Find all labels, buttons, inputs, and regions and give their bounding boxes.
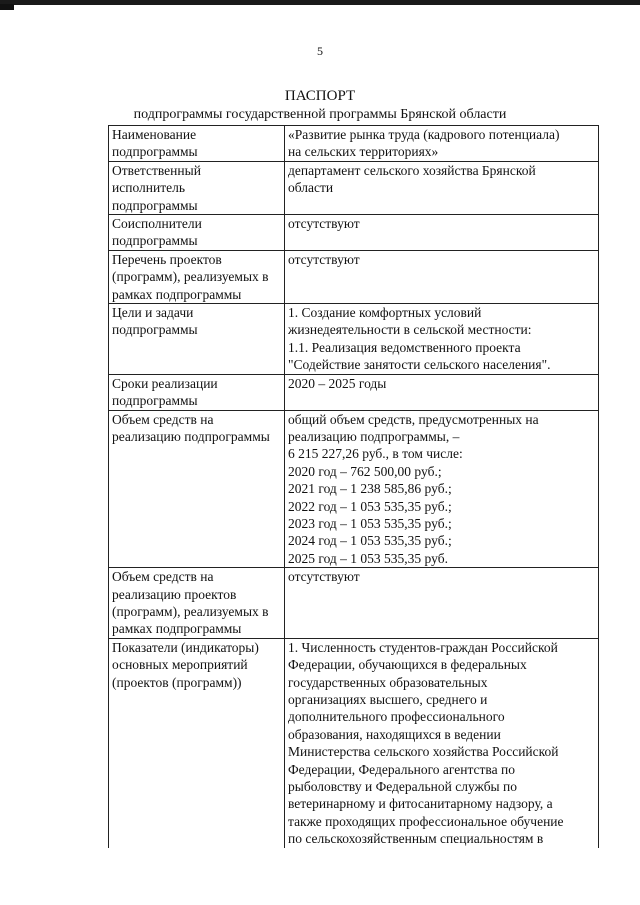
row-value: отсутствуют [285,215,599,251]
row-label: Показатели (индикаторы) основных мероприятий (проектов (программ)) [109,638,285,847]
row-value: «Развитие рынка труда (кадрового потенциала) на сельских территориях» [285,126,599,162]
table-row [109,126,599,162]
row-label: Сроки реализации подпрограммы [109,374,285,410]
row-value: департамент сельского хозяйства Брянской области [285,161,599,214]
table-row [109,410,599,568]
scan-edge-mark [0,4,14,10]
page-number: 5 [317,44,323,58]
row-value: отсутствуют [285,568,599,639]
document-subtitle: подпрограммы государственной программы Брянской области [133,107,507,122]
row-label: Соисполнители подпрограммы [109,215,285,251]
passport-table [108,125,599,848]
table-row [109,374,599,410]
table-row [109,250,599,303]
scan-edge-bar [0,0,640,5]
row-value: общий объем средств, предусмотренных на реализацию подпрограммы, – 6 215 227,26 руб., в том числе: 2020 год – 762 500,00 руб.; 2021 год – 1 238 585,86 руб.; 2022 год – 1 053 535,35 руб.; 2023 год – 1 053 535,35 руб.; 2024 год – 1 053 535,35 руб.; 2025 год – 1 053 535,35 руб. [285,410,599,568]
row-value: 1. Создание комфортных условий жизнедеятельности в сельской местности: 1.1. Реализация ведомственного проекта "Содействие занятости сельского населения". [285,304,599,375]
table-row [109,304,599,375]
row-label: Перечень проектов (программ), реализуемых в рамках подпрограммы [109,250,285,303]
row-label: Объем средств на реализацию проектов (программ), реализуемых в рамках подпрограммы [109,568,285,639]
table-row [109,568,599,639]
row-value: 2020 – 2025 годы [285,374,599,410]
document-title: ПАСПОРТ [284,88,356,104]
row-label: Ответственный исполнитель подпрограммы [109,161,285,214]
row-value: отсутствуют [285,250,599,303]
row-value: 1. Численность студентов-граждан Российской Федерации, обучающихся в федеральных государственных образовательных организациях высшего, среднего и дополнительного профессионального образования, находящихся в ведении Министерства сельского хозяйства Российской Федерации, Федерального агентства по рыболовству и Федеральной службы по ветеринарному и фитосанитарному надзору, а также проходящих профессиональное обучение по сельскохозяйственным специальностям в [285,638,599,847]
table-row [109,161,599,214]
table-row [109,638,599,847]
row-label: Наименование подпрограммы [109,126,285,162]
table-row [109,215,599,251]
row-label: Объем средств на реализацию подпрограммы [109,410,285,568]
row-label: Цели и задачи подпрограммы [109,304,285,375]
